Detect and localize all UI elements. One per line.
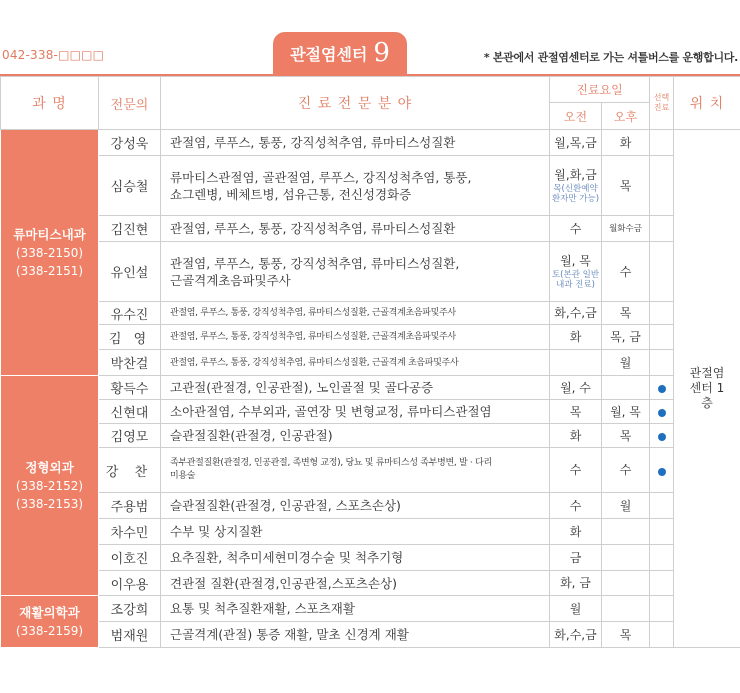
specialty: 근골격계(관절) 통증 재활, 말초 신경계 재활 — [161, 622, 550, 648]
specialty: 고관절(관절경, 인공관절), 노인골절 및 골다공증 — [161, 376, 550, 400]
department-phone: (338-2150) — [15, 245, 84, 260]
table-row — [1, 350, 740, 376]
doctor-name: 주용범 — [99, 493, 161, 519]
table-row — [1, 376, 740, 400]
pm-days: 목 — [602, 156, 650, 216]
specialty: 견관절 질환(관절경,인공관절,스포츠손상) — [161, 571, 550, 596]
am-days: 월,목,금 — [550, 130, 602, 156]
select-cell — [650, 216, 674, 242]
am-days — [550, 242, 602, 302]
select-cell — [650, 130, 674, 156]
pm-days: 목 — [602, 302, 650, 325]
table-row — [1, 622, 740, 648]
specialty: 슬관절질환(관절경, 인공관절) — [161, 424, 550, 448]
select-cell — [650, 571, 674, 596]
pm-days: 목 — [602, 424, 650, 448]
specialty: 요통 및 척추질환재활, 스포츠재활 — [161, 596, 550, 622]
specialty — [161, 156, 550, 216]
department-phone: (338-2159) — [15, 623, 84, 638]
pm-days — [602, 519, 650, 545]
select-cell — [650, 493, 674, 519]
select-dot-icon — [658, 433, 666, 441]
select-cell — [650, 325, 674, 350]
specialty: 관절염, 루푸스, 통풍, 강직성척추염, 류마티스성질환, 근골격계 초음파및주사 — [161, 350, 550, 376]
select-cell — [650, 242, 674, 302]
am-days: 화 — [550, 325, 602, 350]
page-header — [0, 0, 740, 78]
table-row — [1, 400, 740, 424]
am-days: 화 — [550, 424, 602, 448]
doctor-name: 이우용 — [99, 571, 161, 596]
table-row — [1, 424, 740, 448]
department-rehabilitation — [1, 596, 99, 648]
am-days: 화, 금 — [550, 571, 602, 596]
specialty-line: 쇼그렌병, 베체트병, 섬유근통, 전신성경화증 — [170, 186, 412, 202]
select-cell — [650, 596, 674, 622]
am-note: 토(본관 일반내과 진료) — [551, 269, 600, 290]
doctor-name: 김영모 — [99, 424, 161, 448]
center-title: 관절염센터 — [290, 44, 368, 64]
doctor-name: 심승철 — [99, 156, 161, 216]
col-doctor: 전문의 — [99, 77, 161, 130]
doctor-name: 김 영 — [99, 325, 161, 350]
am-days: 화 — [550, 519, 602, 545]
doctor-name: 강성욱 — [99, 130, 161, 156]
select-cell — [650, 448, 674, 493]
doctor-name: 조강희 — [99, 596, 161, 622]
am-days: 월, 수 — [550, 376, 602, 400]
table-row — [1, 519, 740, 545]
department-phone: (338-2152) — [15, 478, 84, 493]
am-days: 수 — [550, 448, 602, 493]
select-cell — [650, 376, 674, 400]
specialty: 요추질환, 척추미세현미경수술 및 척추기형 — [161, 545, 550, 571]
table-row — [1, 130, 740, 156]
select-dot-icon — [658, 385, 666, 393]
pm-days: 목, 금 — [602, 325, 650, 350]
select-cell — [650, 519, 674, 545]
pm-days: 수 — [602, 242, 650, 302]
department-name: 정형외과 — [25, 459, 74, 475]
col-pm: 오후 — [602, 103, 650, 130]
specialty: 관절염, 루푸스, 통풍, 강직성척추염, 류마티스성질환, 근골격계초음파및주사 — [161, 325, 550, 350]
location — [674, 130, 740, 648]
table-row — [1, 571, 740, 596]
col-select: 선택진료 — [650, 77, 674, 130]
specialty — [161, 242, 550, 302]
select-cell — [650, 424, 674, 448]
am-note: 목(신환예약환자만 가능) — [551, 183, 600, 204]
col-location: 위 치 — [674, 77, 740, 130]
select-cell — [650, 545, 674, 571]
select-cell — [650, 302, 674, 325]
pm-days — [602, 571, 650, 596]
doctor-name: 강 찬 — [99, 448, 161, 493]
doctor-name: 이호진 — [99, 545, 161, 571]
am-days: 금 — [550, 545, 602, 571]
specialty: 관절염, 루푸스, 통풍, 강직성척추염, 류마티스성질환 — [161, 130, 550, 156]
pm-days: 목 — [602, 622, 650, 648]
table-row — [1, 545, 740, 571]
table-row — [1, 325, 740, 350]
table-row — [1, 156, 740, 216]
am-days-value: 월,화,금 — [554, 167, 597, 182]
location-value: 관절염 센터 1층 — [689, 366, 725, 410]
specialty-line: 류마티스관절염, 골관절염, 루푸스, 강직성척추염, 통풍, — [170, 169, 472, 185]
specialty: 수부 및 상지질환 — [161, 519, 550, 545]
department-phone: (338-2153) — [15, 496, 84, 511]
schedule-table — [0, 76, 740, 648]
specialty: 관절염, 루푸스, 통풍, 강직성척추염, 류마티스성질환, 근골격계초음파및주사 — [161, 302, 550, 325]
table-row — [1, 596, 740, 622]
department-name: 류마티스내과 — [13, 226, 86, 242]
department-orthopedics — [1, 376, 99, 596]
pm-days — [602, 545, 650, 571]
specialty: 관절염, 루푸스, 통풍, 강직성척추염, 류마티스성질환 — [161, 216, 550, 242]
pm-days: 월, 목 — [602, 400, 650, 424]
pm-days: 월화수금 — [602, 216, 650, 242]
specialty — [161, 448, 550, 493]
pm-days — [602, 596, 650, 622]
am-days-value: 월, 목 — [560, 253, 591, 268]
am-days: 수 — [550, 216, 602, 242]
select-cell — [650, 400, 674, 424]
department-name: 재활의학과 — [19, 604, 80, 620]
table-row — [1, 242, 740, 302]
specialty: 슬관절질환(관절경, 인공관절, 스포츠손상) — [161, 493, 550, 519]
table-row — [1, 302, 740, 325]
doctor-name: 범재원 — [99, 622, 161, 648]
pm-days: 화 — [602, 130, 650, 156]
phone-number: 042-338-□□□□ — [2, 48, 105, 62]
doctor-name: 차수민 — [99, 519, 161, 545]
doctor-name: 신현대 — [99, 400, 161, 424]
am-days: 월 — [550, 596, 602, 622]
am-days: 목 — [550, 400, 602, 424]
center-title-badge — [273, 32, 407, 74]
select-cell — [650, 622, 674, 648]
col-clinic-day: 진료요일 — [550, 77, 650, 103]
center-number: 9 — [373, 38, 390, 68]
col-specialty: 진 료 전 문 분 야 — [161, 77, 550, 130]
pm-days: 수 — [602, 448, 650, 493]
pm-days: 월 — [602, 493, 650, 519]
doctor-name: 박찬걸 — [99, 350, 161, 376]
am-days: 화,수,금 — [550, 622, 602, 648]
specialty-line: 족부관절질환(관절경, 인공관절, 족변형 교정), 당뇨 및 류마티스성 족부병변, 발 · 다리 — [170, 458, 492, 468]
specialty-line: 근골격계초음파및주사 — [170, 272, 291, 288]
specialty-line: 미용술 — [170, 471, 196, 481]
select-dot-icon — [658, 468, 666, 476]
table-row — [1, 493, 740, 519]
col-department: 과 명 — [1, 77, 99, 130]
pm-days — [602, 376, 650, 400]
pm-days: 월 — [602, 350, 650, 376]
doctor-name: 황득수 — [99, 376, 161, 400]
shuttle-notice: * 본관에서 관절염센터로 가는 셔틀버스를 운행합니다. — [483, 51, 738, 64]
select-cell — [650, 350, 674, 376]
specialty: 소아관절염, 수부외과, 골연장 및 변형교정, 류마티스관절염 — [161, 400, 550, 424]
select-dot-icon — [658, 409, 666, 417]
doctor-name: 유인설 — [99, 242, 161, 302]
am-days: 화,수,금 — [550, 302, 602, 325]
am-days: 수 — [550, 493, 602, 519]
table-row — [1, 216, 740, 242]
am-days — [550, 156, 602, 216]
department-rheumatology — [1, 130, 99, 376]
doctor-name: 유수진 — [99, 302, 161, 325]
col-am: 오전 — [550, 103, 602, 130]
am-days — [550, 350, 602, 376]
select-cell — [650, 156, 674, 216]
department-phone: (338-2151) — [15, 263, 84, 278]
table-row — [1, 448, 740, 493]
specialty-line: 관절염, 루푸스, 통풍, 강직성척추염, 류마티스성질환, — [170, 255, 460, 271]
doctor-name: 김진현 — [99, 216, 161, 242]
